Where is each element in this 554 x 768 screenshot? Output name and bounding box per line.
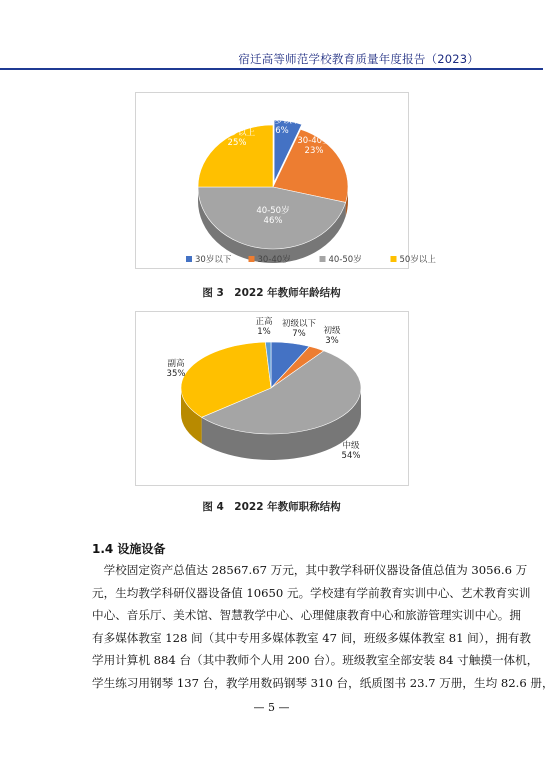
figure-age-chart bbox=[135, 92, 436, 269]
legend-swatch bbox=[186, 256, 192, 262]
paragraph-line: 元，生均教学科研仪器设备值 10650 元。学校建有学前教育实训中心、艺术教育实训 bbox=[92, 585, 531, 600]
section-title: 1.4 设施设备 bbox=[92, 542, 166, 556]
pie-label: 30-40岁 bbox=[297, 136, 331, 146]
legend-label: 30-40岁 bbox=[257, 255, 291, 265]
figure-title-chart bbox=[135, 311, 409, 486]
legend-label: 40-50岁 bbox=[328, 255, 362, 265]
paragraph-line: 学生练习用钢琴 137 台，教学用数码钢琴 310 台，纸质图书 23.7 万册，生均 82.6 册， bbox=[92, 675, 554, 690]
age-pie-chart bbox=[136, 93, 436, 268]
title-pie-chart bbox=[136, 312, 408, 485]
pie-label: 初级以下 bbox=[281, 319, 317, 329]
paragraph-line: 学用计算机 884 台（其中教师个人用 200 台）。班级教室全部安装 84 寸触摸一体机， bbox=[92, 653, 539, 667]
paragraph-line: 学校固定资产总值达 28567.67 万元，其中教学科研仪器设备值总值为 3056.6 万 bbox=[92, 563, 528, 577]
pie-label: 副高 bbox=[167, 359, 185, 369]
legend-swatch bbox=[391, 256, 397, 262]
pie-label: 初级 bbox=[323, 326, 341, 336]
paragraph-line: 有多媒体教室 128 间（其中专用多媒体教室 47 间，班级多媒体教室 81 间），拥有教 bbox=[92, 630, 531, 645]
pie-label: 23% bbox=[304, 146, 324, 156]
pie-label: 6% bbox=[275, 126, 289, 136]
pie-label: 50岁以上 bbox=[218, 128, 256, 138]
paragraph-line: 中心、音乐厅、美术馆、智慧教学中心、心理健康教育中心和旅游管理实训中心。拥 bbox=[92, 608, 521, 622]
pie-label: 35% bbox=[166, 369, 186, 379]
legend-swatch bbox=[320, 256, 326, 262]
figure3-caption: 图 3 2022 年教师年龄结构 bbox=[202, 287, 341, 299]
page-number: — 5 — bbox=[253, 701, 290, 714]
figure4-caption: 图 4 2022 年教师职称结构 bbox=[202, 501, 341, 513]
pie-label: 中级 bbox=[342, 441, 360, 451]
legend-swatch bbox=[249, 256, 255, 262]
report-header-title: 宿迁高等师范学校教育质量年度报告（2023） bbox=[238, 52, 479, 66]
pie-label: 7% bbox=[292, 329, 306, 339]
pie-label: 40-50岁 bbox=[256, 206, 290, 216]
pie-label: 正高 bbox=[255, 317, 273, 327]
legend-label: 50岁以上 bbox=[399, 255, 436, 265]
pie-label: 25% bbox=[227, 138, 247, 148]
header-rule bbox=[0, 68, 543, 70]
pie-label: 54% bbox=[341, 451, 361, 461]
body-paragraph bbox=[92, 559, 554, 694]
pie-label: 46% bbox=[263, 216, 283, 226]
legend-label: 30岁以下 bbox=[195, 255, 232, 265]
pie-label: 3% bbox=[325, 336, 339, 346]
pie-label: 30岁以下 bbox=[263, 116, 301, 126]
pie-label: 1% bbox=[257, 327, 271, 337]
